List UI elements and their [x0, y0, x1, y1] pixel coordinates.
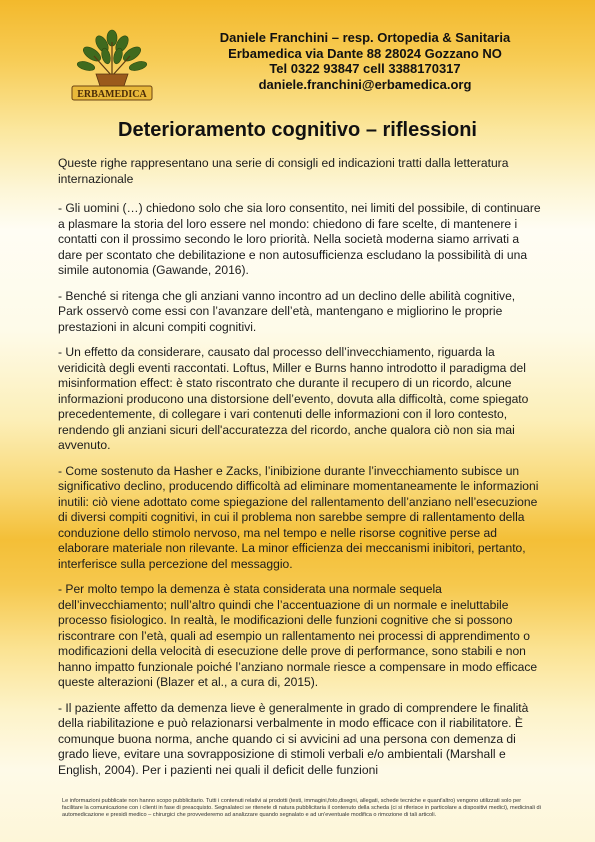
header-address-line: Erbamedica via Dante 88 28024 Gozzano NO	[228, 45, 502, 61]
header-email-line[interactable]: daniele.franchini@erbamedica.org	[258, 76, 472, 92]
header-name-line: Daniele Franchini – resp. Ortopedia & Sanitaria	[219, 30, 511, 45]
svg-text:ERBAMEDICA: ERBAMEDICA	[77, 89, 147, 100]
paragraph-4: - Come sostenuto da Hasher e Zacks, l’inibizione durante l’invecchiamento subisce un significativo declino, producendo difficoltà ad eliminare momentaneamente le informazioni inutili: ciò viene adottato come spiegazione del rallentamento dell’anziano nell’esecuzione di diversi compiti cognitivi, in cui il problema non sarebbe sempre di rallentamento della conduzione dello stimolo nervoso, ma nel tempo e nelle risorse cognitive perse ad elaborare materiale non rilevante. La minor efficienza dei meccanismi inibitori, pertanto, interferisce sulla percezione del messaggio.	[58, 463, 539, 571]
intro-paragraph: Queste righe rappresentano una serie di consigli ed indicazioni tratti dalla letteratura internazionale	[58, 156, 509, 186]
paragraph-3: - Un effetto da considerare, causato dal processo dell’invecchiamento, riguarda la veridicità degli eventi raccontati. Loftus, Miller e Burns hanno introdotto il paradigma del misinformation effect: è stato riscontrato che durante il recupero di un ricordo, alcune informazioni producono una distorsione dell’evento, dovuta alla difficoltà, come spiegato precedentemente, di collegare i vari contenuti delle informazioni con il loro contesto, rendendo gli anziani sicuri dell'accuratezza del ricordo, anche qualora ciò non sia mai avvenuto.	[58, 345, 529, 452]
paragraph-1: - Gli uomini (…) chiedono solo che sia loro consentito, nei limiti del possibile, di continuare a plasmare la storia del loro essere nel mondo: chiedono di fare scelte, di mantenere i contatti con il prossimo secondo le loro priorità. Nella società moderna siamo arrivati a dare per scontato che debilitazione e non autosufficienza escludano la possibilità di una simile autonomia (Gawande, 2016).	[58, 201, 541, 277]
disclaimer-footer: Le informazioni pubblicate non hanno scopo pubblicitario. Tutti i contenuti relativi ai prodotti (testi, immagini,foto,disegni, allegati, schede tecniche e quant'altro) vengono utilizzati solo per facilitare la comunicazione con i clienti in fase di preacquisto. Segnalateci se ritenete di natura pubblicitaria il contenuto della scheda (ci si riferisce in particolare a dispositivi medici), medicinali di automedicazione e presidi medico – chirurgici che provvederemo ad analizzare quando segnalato e ad un'eventuale modifica o rimozione di tali articoli.	[62, 798, 541, 819]
page-title: Deterioramento cognitivo – riflessioni	[118, 119, 477, 141]
paragraph-2: - Benché si ritenga che gli anziani vanno incontro ad un declino delle abilità cognitive, Park osservò come essi con l’avanzare dell’età, mantengano e migliorino le proprie prestazioni in alcuni compiti cognitivi.	[58, 288, 516, 334]
header-phone-line: Tel 0322 93847 cell 3388170317	[269, 61, 461, 76]
contact-header	[150, 30, 580, 92]
erbamedica-logo	[66, 28, 158, 106]
paragraph-6: - Il paziente affetto da demenza lieve è generalmente in grado di comprendere le finalità della riabilitazione e può relazionarsi verbalmente in modo efficace con il riabilitatore. È comunque buona norma, anche quando ci si avvicini ad una persona con demenza di grado lieve, evitare una sovrapposizione di stimoli verbali e/o ambientali (Marshall e English, 2004). Per i pazienti nei quali il deficit delle funzioni	[58, 700, 529, 777]
article-body	[58, 156, 542, 788]
plant-logo-icon	[66, 28, 158, 106]
paragraph-5: - Per molto tempo la demenza è stata considerata una normale sequela dell’invecchiamento; null’altro quindi che l’accentuazione di un normale e ineluttabile processo fisiologico. In realtà, le modificazioni delle funzioni cognitive che si possono riscontrare con l’età, quali ad esempio un rallentamento nei processi di apprendimento o modificazioni della velocità di esecuzione delle prove di performance, sono stabili e non hanno impatto funzionale poiché l’anziano normale riesce a compensare in modo efficace queste alterazioni (Blazer et al., a cura di, 2015).	[58, 582, 538, 689]
